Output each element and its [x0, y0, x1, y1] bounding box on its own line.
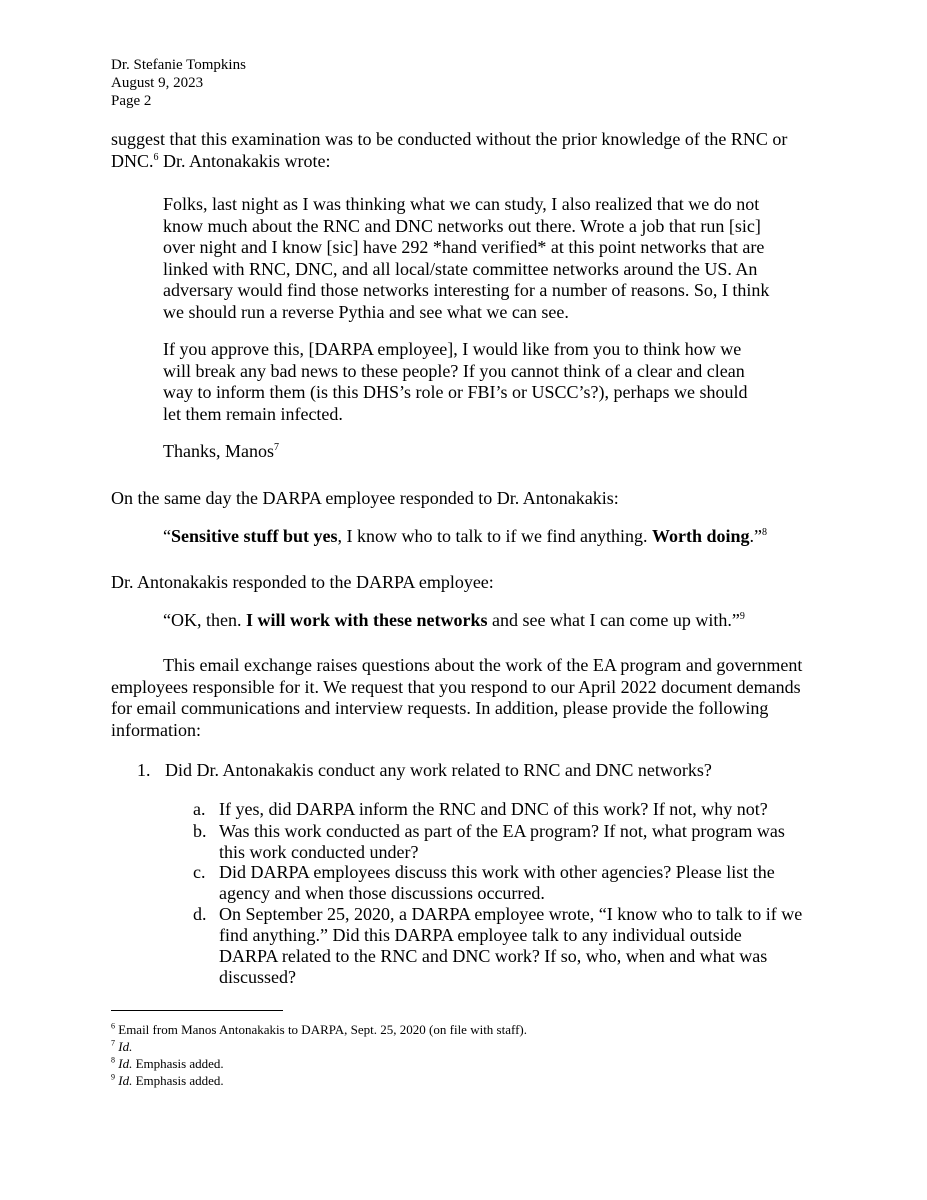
- antonakakis-responded-paragraph: Dr. Antonakakis responded to the DARPA employee:: [111, 572, 494, 592]
- main-line: information:: [111, 719, 201, 740]
- quote-line: adversary would find those networks interesting for a number of reasons. So, I think: [163, 280, 770, 300]
- footnote-ref: 8: [762, 527, 768, 538]
- footnote-divider: [111, 1010, 283, 1011]
- main-line: for email communications and interview requests. In addition, please provide the following: [111, 698, 769, 718]
- footnote-7: $^7$ Id.: [111, 1038, 133, 1054]
- subitem-label: d.: [193, 904, 207, 924]
- letter-date: August 9, 2023: [111, 75, 204, 91]
- employee-quote: “Sensitive stuff but yes, I know who to talk to if we find anything. Worth doing.”$^8$: [163, 526, 768, 546]
- quote-line: know much about the RNC and DNC networks out there. Wrote a job that run [sic]: [163, 215, 761, 236]
- quote-line: let them remain infected.: [163, 403, 343, 424]
- quote-line: we should run a reverse Pythia and see what we can see.: [163, 301, 569, 322]
- question-text: Did Dr. Antonakakis conduct any work related to RNC and DNC networks?: [165, 760, 712, 780]
- email-signoff: Thanks, Manos$^7$: [163, 441, 279, 461]
- footnote-ref: 9: [739, 611, 745, 622]
- main-line: This email exchange raises questions about the work of the EA program and government: [163, 655, 803, 675]
- question-number: 1.: [137, 760, 151, 780]
- intro-paragraph: [111, 129, 787, 172]
- quote-line: over night and I know [sic] have 292 *hand verified* at this point networks that are: [163, 237, 765, 257]
- footnote-ref: 6: [153, 151, 159, 163]
- quote-line: If you approve this, [DARPA employee], I would like from you to think how we: [163, 339, 742, 359]
- subitem-label: b.: [193, 821, 207, 841]
- question-1: [137, 760, 712, 782]
- footnote-8: $^8$ Id. Emphasis added.: [111, 1055, 224, 1071]
- main-paragraph: [111, 655, 802, 741]
- quote-line: will break any bad news to these people? If you cannot think of a clear and clean: [163, 360, 745, 381]
- intro-line-2: DNC.$^6$ Dr. Antonakakis wrote:: [111, 150, 331, 171]
- antonakakis-quote: “OK, then. I will work with these networks and see what I can come up with.”$^9$: [163, 610, 745, 630]
- recipient-name: Dr. Stefanie Tompkins: [111, 57, 246, 73]
- quote-line: Folks, last night as I was thinking what we can study, I also realized that we do not: [163, 194, 760, 214]
- email-quote-1: [163, 194, 769, 323]
- email-quote-2: [163, 339, 747, 425]
- footnote-6: $^6$ Email from Manos Antonakakis to DARPA, Sept. 25, 2020 (on file with staff).: [111, 1021, 528, 1037]
- quote-line: way to inform them (is this DHS’s role or FBI’s or USCC’s?), perhaps we should: [163, 382, 748, 402]
- subitem-label: a.: [193, 799, 206, 819]
- main-line: employees responsible for it. We request that you respond to our April 2022 document demands: [111, 676, 801, 697]
- intro-line-1: suggest that this examination was to be conducted without the prior knowledge of the RNC or: [111, 129, 788, 149]
- page-number: Page 2: [111, 93, 152, 109]
- letter-header: [111, 56, 246, 110]
- subitem-label: c.: [193, 862, 206, 882]
- footnote-9: $^9$ Id. Emphasis added.: [111, 1072, 224, 1088]
- footnote-ref: 7: [274, 442, 279, 453]
- employee-responded-paragraph: On the same day the DARPA employee responded to Dr. Antonakakis:: [111, 488, 619, 508]
- quote-line: linked with RNC, DNC, and all local/state committee networks around the US. An: [163, 258, 758, 279]
